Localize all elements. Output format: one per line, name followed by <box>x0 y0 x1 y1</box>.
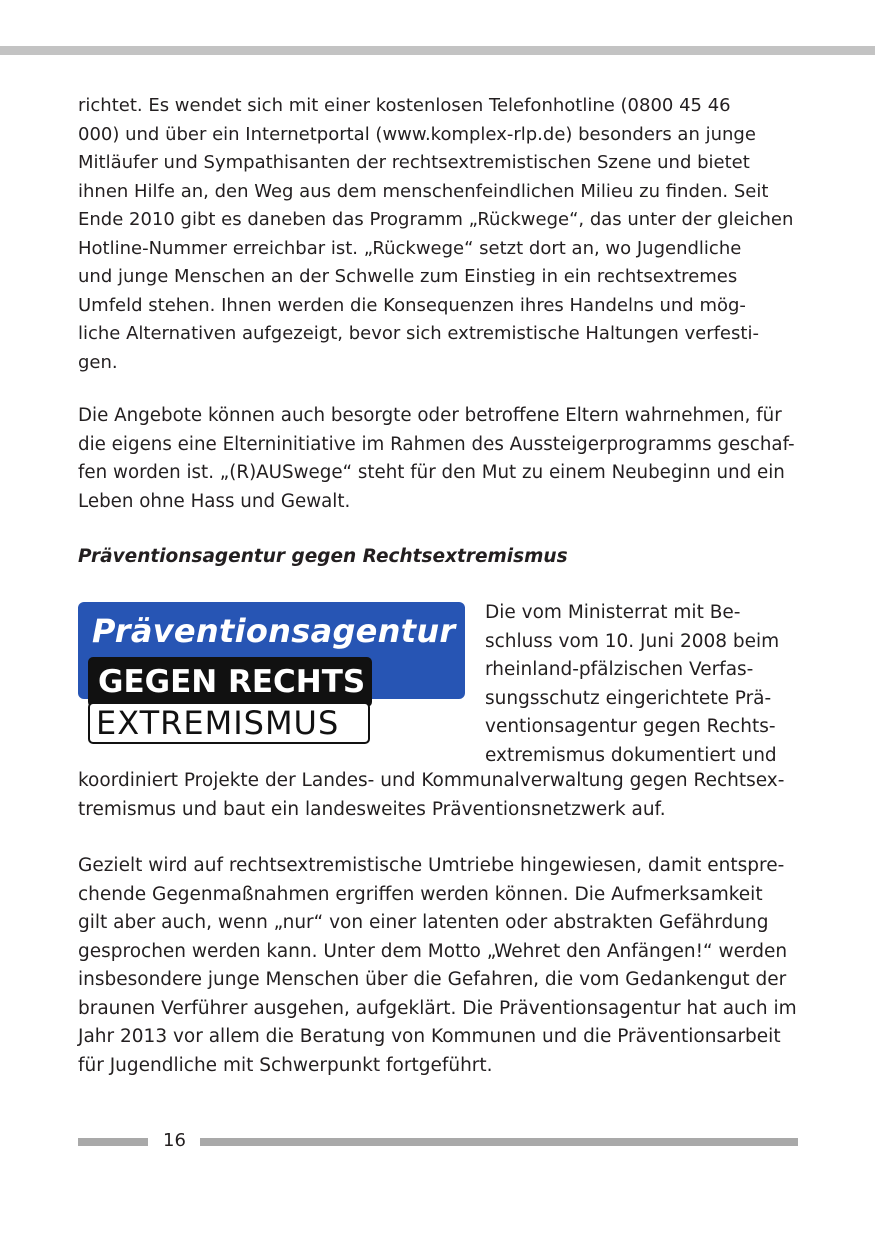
text-line: Die Angebote können auch besorgte oder betroffene Eltern wahrnehmen, für <box>78 405 782 426</box>
text-line: extremismus dokumentiert und <box>485 744 777 766</box>
text-line: Umfeld stehen. Ihnen werden die Konsequenzen ihres Handelns und mög- <box>78 294 746 316</box>
text-line: Jahr 2013 vor allem die Beratung von Kommunen und die Präventionsarbeit <box>78 1026 781 1047</box>
text-line: sungsschutz eingerichtete Prä- <box>485 687 772 709</box>
logo-outline-box <box>88 702 370 744</box>
paragraph-rueckwege <box>78 92 793 377</box>
footer-rule-left <box>78 1138 148 1146</box>
text-line: gilt aber auch, wenn „nur“ von einer latenten oder abstrakten Gefährdung <box>78 912 769 933</box>
text-line: Mitläufer und Sympathisanten der rechtsextremistischen Szene und bietet <box>78 152 750 173</box>
paragraph-agency-intro <box>485 599 779 770</box>
text-line: Gezielt wird auf rechtsextremistische Umtriebe hingewiesen, damit entspre- <box>78 855 785 876</box>
top-rule <box>0 46 875 55</box>
logo-line-1: Präventionsagentur <box>92 612 456 650</box>
text-line: fen worden ist. „(R)AUSwege“ steht für den Mut zu einem Neubeginn und ein <box>78 462 785 483</box>
page-number: 16 <box>163 1130 186 1151</box>
text-line: Leben ohne Hass und Gewalt. <box>78 490 351 512</box>
text-line: tremismus und baut ein landesweites Präventionsnetzwerk auf. <box>78 798 666 820</box>
paragraph-wehret-den-anfaengen <box>78 852 797 1080</box>
text-line: gesprochen werden kann. Unter dem Motto „Wehret den Anfängen!“ werden <box>78 940 788 962</box>
footer-rule-right <box>200 1138 798 1146</box>
paragraph-agency-continued <box>78 767 784 824</box>
logo-line-2: GEGEN RECHTS <box>98 664 366 700</box>
text-line: ihnen Hilfe an, den Weg aus dem menschenfeindlichen Milieu zu finden. Seit <box>78 180 769 202</box>
logo-line-3: EXTREMISMUS <box>96 704 340 742</box>
text-line: richtet. Es wendet sich mit einer kostenlosen Telefonhotline (0800 45 46 <box>78 95 731 116</box>
text-line: koordiniert Projekte der Landes- und Kommunalverwaltung gegen Rechtsex- <box>78 770 785 791</box>
text-line: gen. <box>78 351 118 373</box>
paragraph-rauswege <box>78 402 795 516</box>
text-line: Ende 2010 gibt es daneben das Programm „Rückwege“, das unter der gleichen <box>78 209 794 230</box>
section-heading: Präventionsagentur gegen Rechtsextremismus <box>78 546 568 567</box>
text-line: und junge Menschen an der Schwelle zum Einstieg in ein rechtsextremes <box>78 266 738 287</box>
logo-black-panel <box>88 657 372 707</box>
text-line: liche Alternativen aufgezeigt, bevor sich extremistische Haltungen verfesti- <box>78 323 759 344</box>
praeventionsagentur-logo <box>78 602 465 744</box>
text-line: chende Gegenmaßnahmen ergriffen werden können. Die Aufmerksamkeit <box>78 883 763 905</box>
text-line: für Jugendliche mit Schwerpunkt fortgeführt. <box>78 1054 493 1076</box>
text-line: Hotline-Nummer erreichbar ist. „Rückwege“ setzt dort an, wo Jugendliche <box>78 237 742 259</box>
text-line: die eigens eine Elterninitiative im Rahmen des Aussteigerprogramms geschaf- <box>78 433 795 455</box>
text-line: schluss vom 10. Juni 2008 beim <box>485 630 780 652</box>
text-line: Die vom Ministerrat mit Be- <box>485 602 741 623</box>
text-line: rheinland-pfälzischen Verfas- <box>485 659 754 680</box>
text-line: insbesondere junge Menschen über die Gefahren, die vom Gedankengut der <box>78 969 787 990</box>
text-line: braunen Verführer ausgehen, aufgeklärt. Die Präventionsagentur hat auch im <box>78 997 797 1019</box>
text-line: 000) und über ein Internetportal (www.komplex-rlp.de) besonders an junge <box>78 123 756 145</box>
text-line: ventionsagentur gegen Rechts- <box>485 716 776 737</box>
